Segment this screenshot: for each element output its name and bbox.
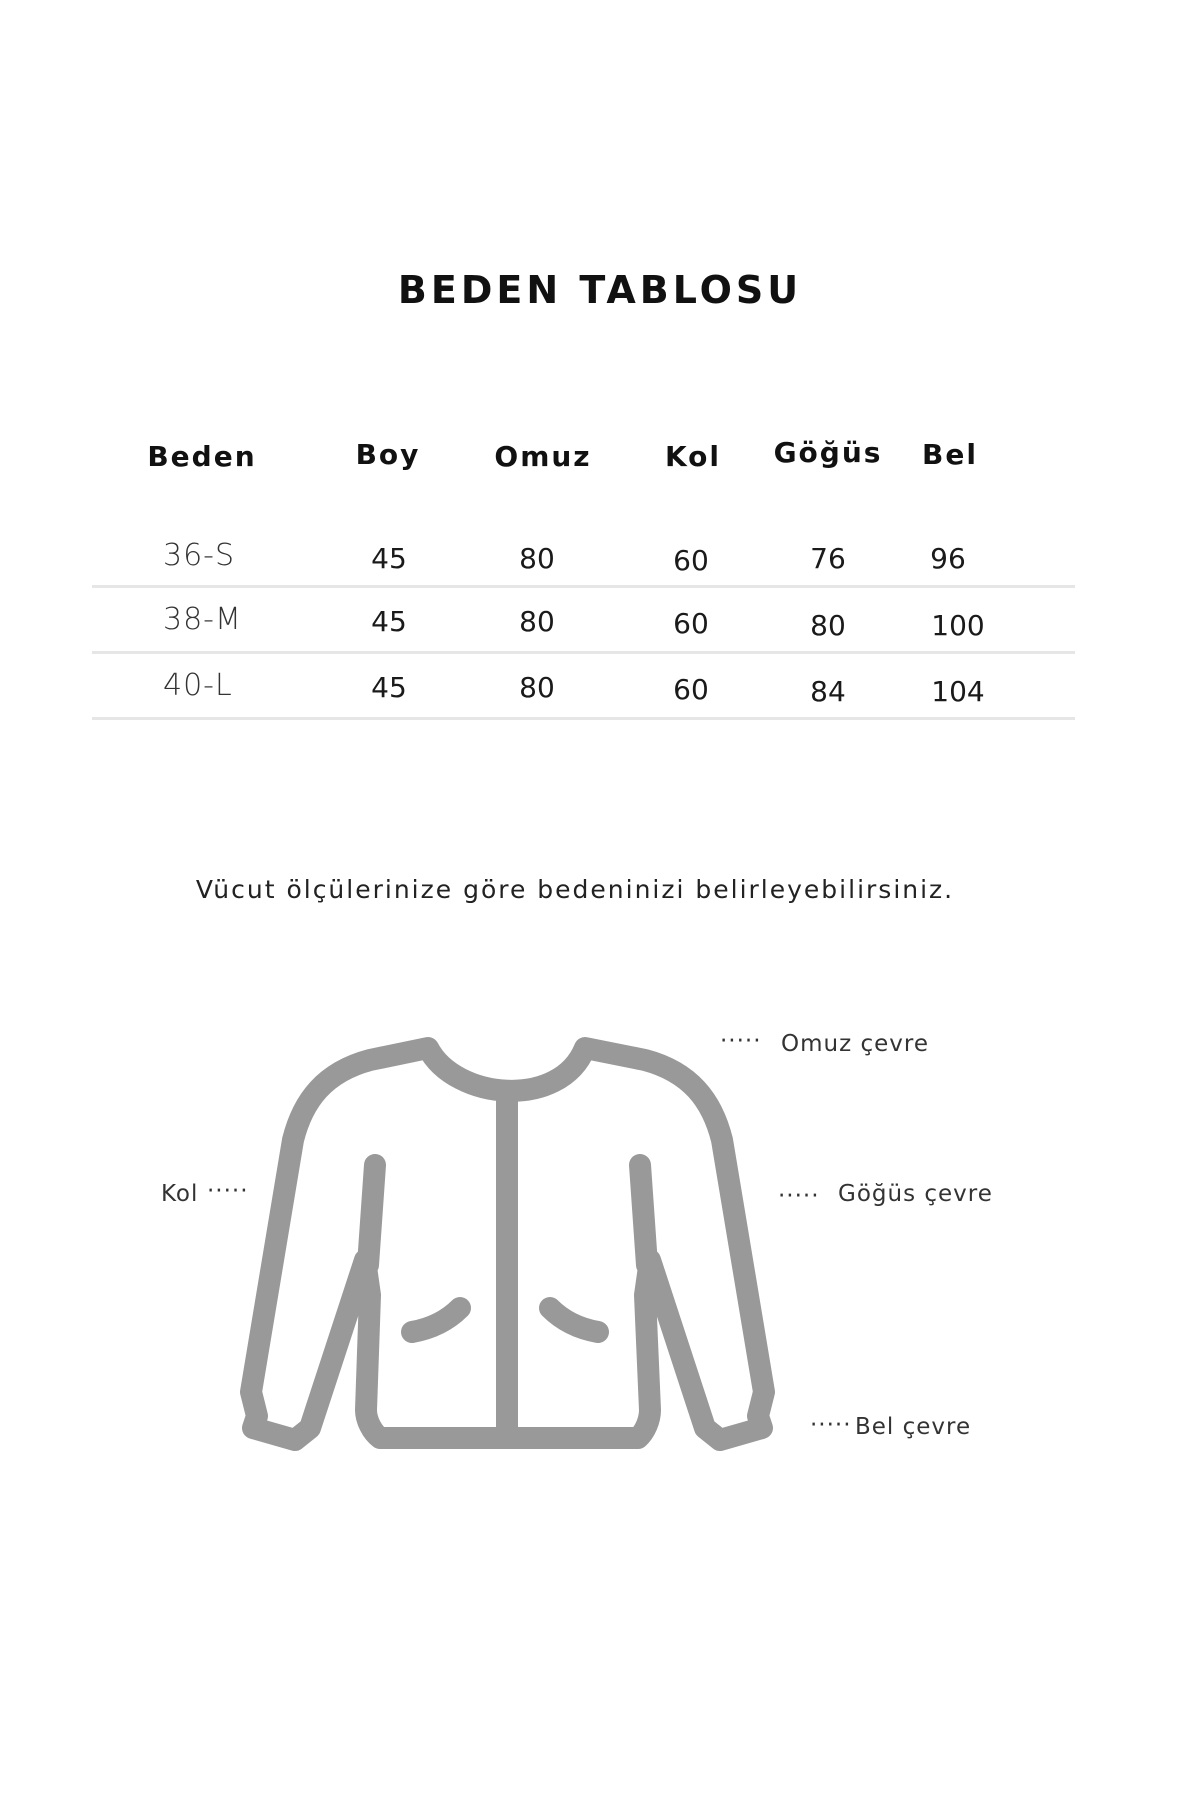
cell-bel: 100 (931, 609, 985, 642)
header-gogus: Göğüs (773, 436, 883, 469)
label-kol: Kol (161, 1181, 199, 1207)
page-title: BEDEN TABLOSU (397, 268, 803, 312)
cell-omuz: 80 (519, 605, 555, 638)
size-note: Vücut ölçülerinize göre bedeninizi belirleyebilirsiniz. (195, 875, 955, 904)
cell-gogus: 84 (810, 675, 846, 708)
cell-kol: 60 (673, 607, 709, 640)
cell-boy: 45 (371, 671, 407, 704)
kol-dots: ····· (207, 1178, 249, 1204)
header-kol: Kol (664, 440, 722, 473)
bel-dots: ····· (810, 1412, 852, 1438)
cell-boy: 45 (371, 542, 407, 575)
omuz-dots: ····· (720, 1028, 762, 1054)
cell-size: 38-M (163, 602, 242, 637)
header-omuz: Omuz (494, 440, 592, 473)
cell-gogus: 76 (810, 542, 846, 575)
cell-kol: 60 (673, 673, 709, 706)
header-beden: Beden (147, 440, 257, 473)
cell-bel: 96 (930, 542, 966, 575)
cell-gogus: 80 (810, 609, 846, 642)
cell-bel: 104 (931, 675, 985, 708)
header-bel: Bel (922, 438, 978, 471)
header-boy: Boy (355, 438, 421, 471)
gogus-dots: ····· (778, 1183, 820, 1209)
cell-size: 36-S (163, 538, 236, 573)
label-bel: Bel çevre (855, 1414, 972, 1440)
cell-boy: 45 (371, 605, 407, 638)
cell-omuz: 80 (519, 542, 555, 575)
cell-kol: 60 (673, 544, 709, 577)
cell-size: 40-L (163, 668, 233, 703)
label-omuz: Omuz çevre (781, 1031, 929, 1057)
label-gogus: Göğüs çevre (838, 1181, 993, 1207)
cell-omuz: 80 (519, 671, 555, 704)
